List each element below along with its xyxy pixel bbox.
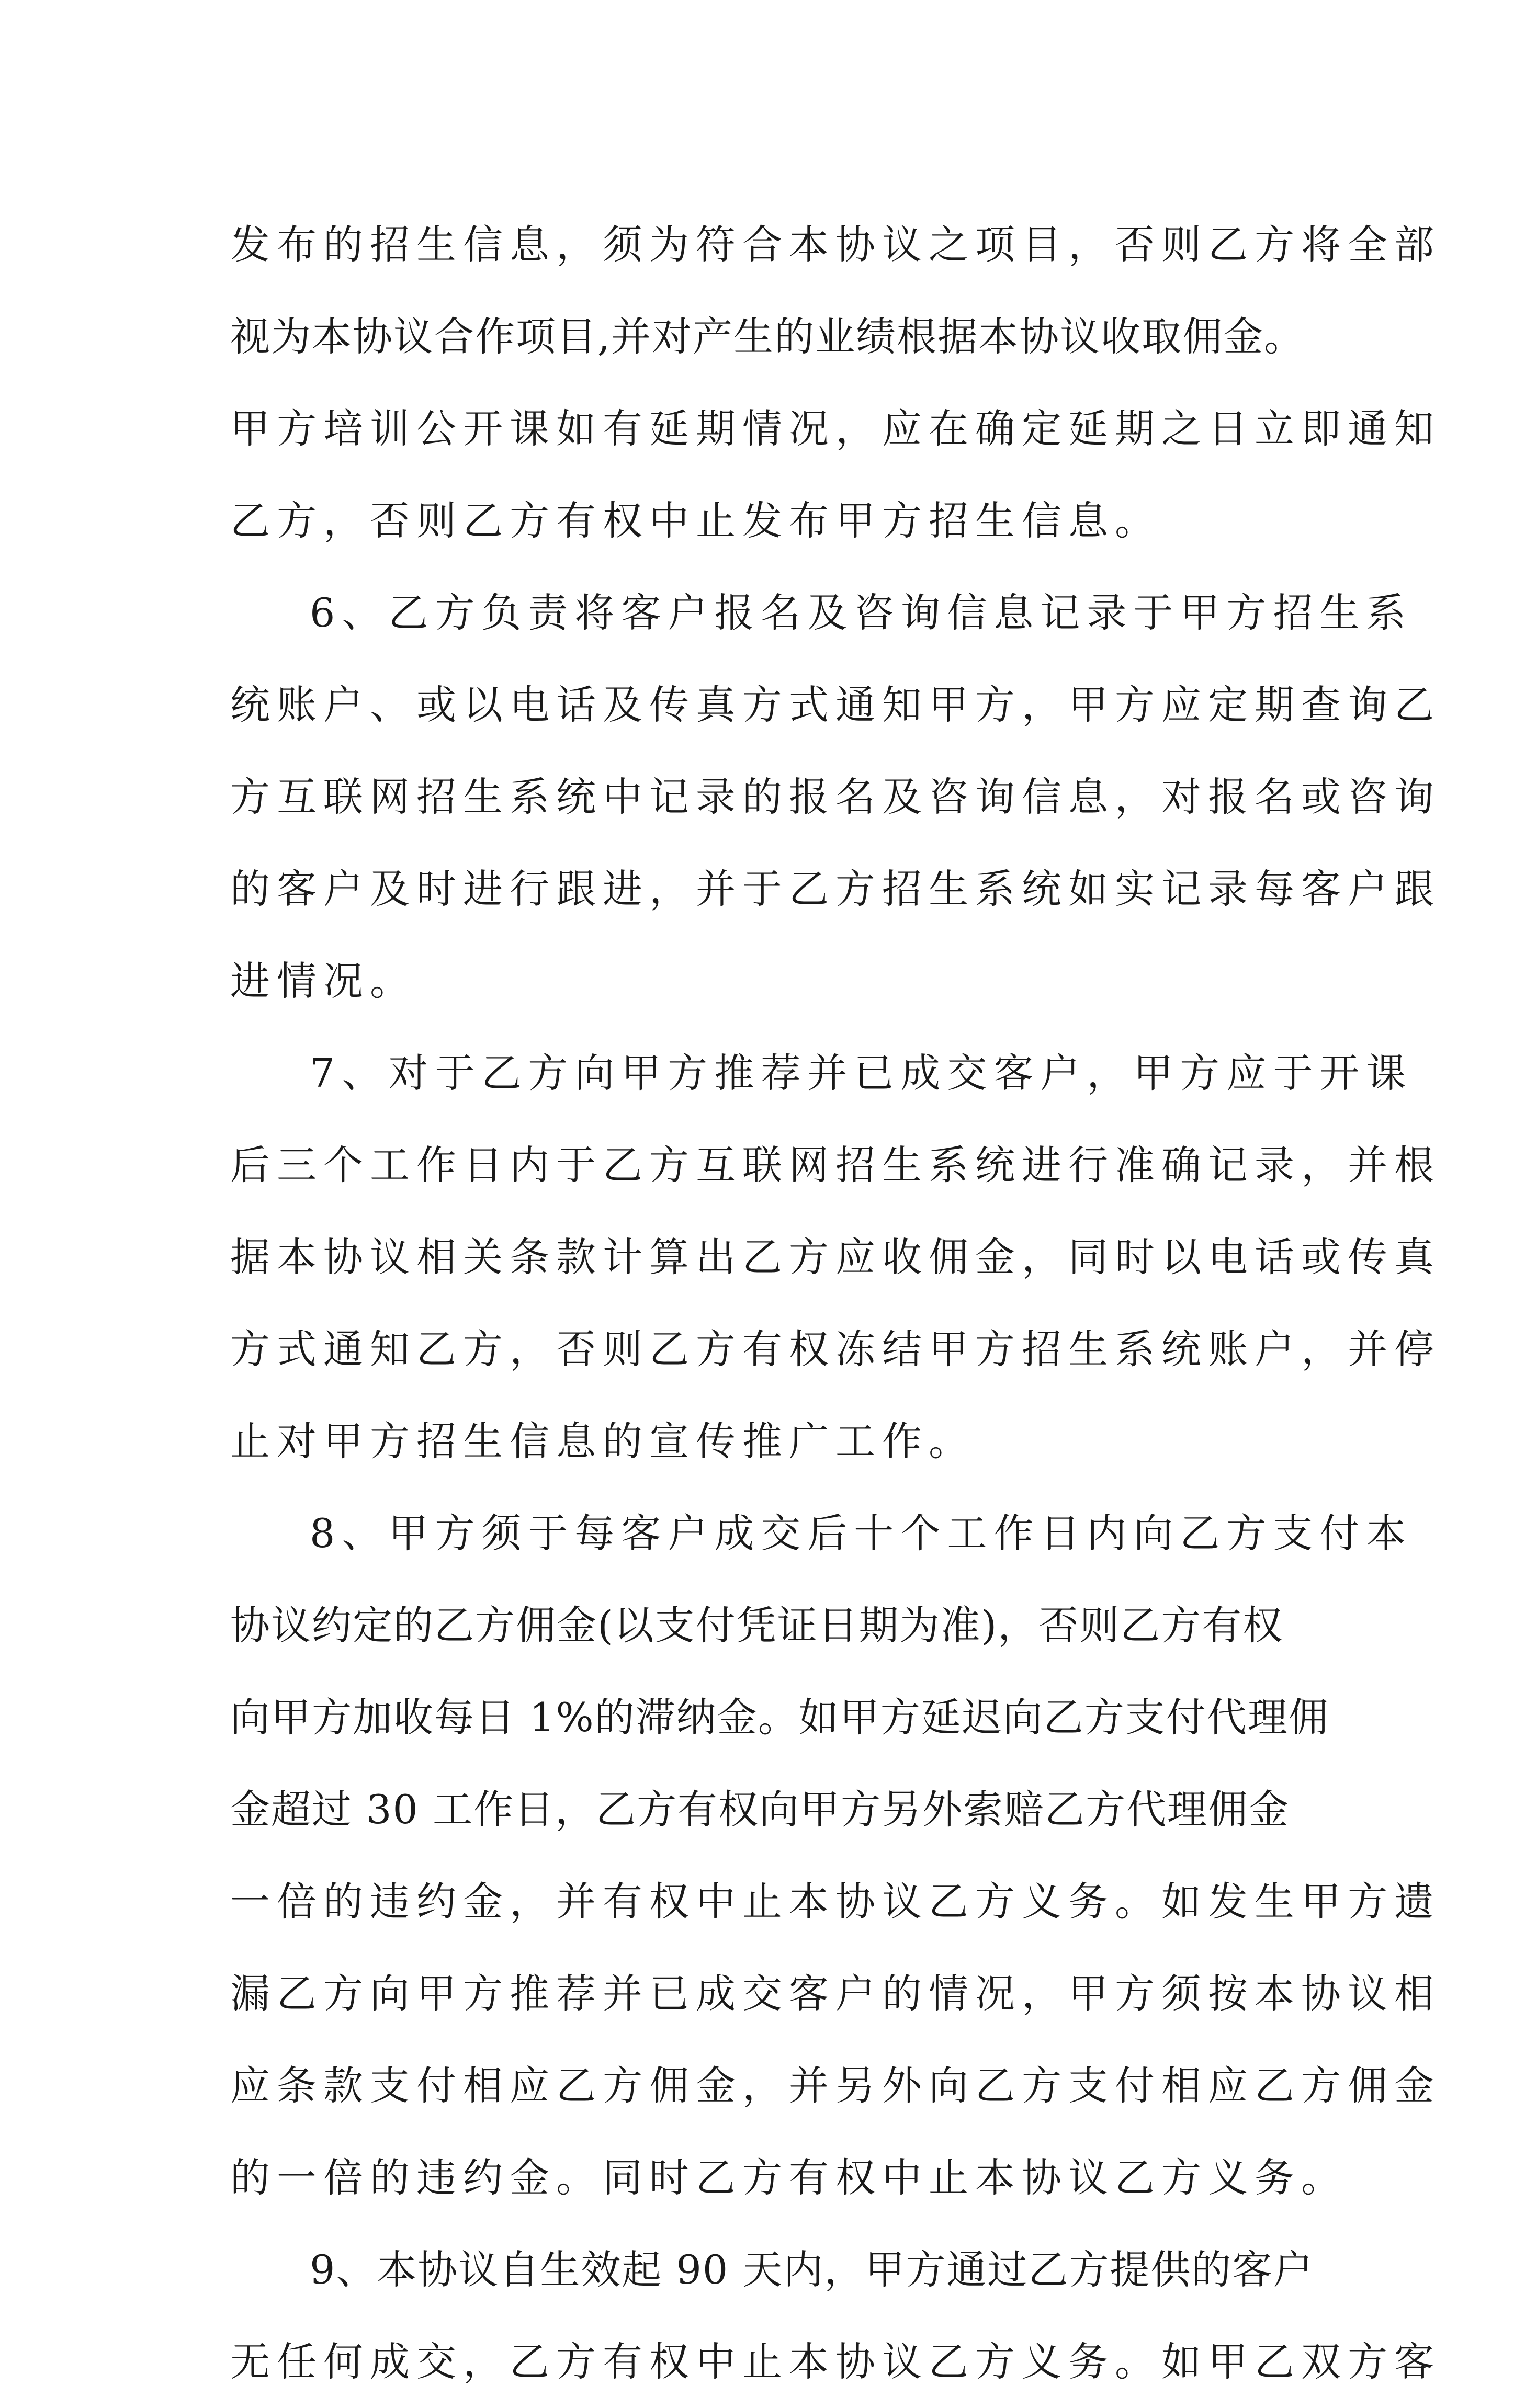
text-line: 无任何成交，乙方有权中止本协议乙方义务。如甲乙双方客 bbox=[230, 2338, 1441, 2385]
text-line: 甲方培训公开课如有延期情况，应在确定延期之日立即通知 bbox=[230, 405, 1441, 452]
text-line: 的客户及时进行跟进，并于乙方招生系统如实记录每客户跟 bbox=[230, 866, 1441, 912]
paragraph-7-start: 7、对于乙方向甲方推荐并已成交客户，甲方应于开课 bbox=[310, 1050, 1413, 1096]
text-line: 视为本协议合作项目,并对产生的业绩根据本协议收取佣金。 bbox=[230, 313, 1305, 360]
text-line: 方式通知乙方，否则乙方有权冻结甲方招生系统账户，并停 bbox=[230, 1326, 1441, 1372]
text-line: 应条款支付相应乙方佣金，并另外向乙方支付相应乙方佣金 bbox=[230, 2062, 1441, 2109]
text-line: 的一倍的违约金。同时乙方有权中止本协议乙方义务。 bbox=[230, 2154, 1348, 2201]
text-line: 漏乙方向甲方推荐并已成交客户的情况，甲方须按本协议相 bbox=[230, 1970, 1441, 2017]
text-line: 协议约定的乙方佣金(以支付凭证日期为准)，否则乙方有权 bbox=[230, 1602, 1284, 1649]
text-line: 金超过 30 工作日，乙方有权向甲方另外索赔乙方代理佣金 bbox=[230, 1786, 1290, 1833]
text-line: 一倍的违约金，并有权中止本协议乙方义务。如发生甲方遗 bbox=[230, 1878, 1441, 1925]
paragraph-9-start: 9、本协议自生效起 90 天内，甲方通过乙方提供的客户 bbox=[310, 2246, 1314, 2293]
text-line: 据本协议相关条款计算出乙方应收佣金，同时以电话或传真 bbox=[230, 1234, 1441, 1280]
paragraph-8-start: 8、甲方须于每客户成交后十个工作日内向乙方支付本 bbox=[310, 1510, 1413, 1557]
text-line: 止对甲方招生信息的宣传推广工作。 bbox=[230, 1418, 975, 1464]
text-line: 乙方，否则乙方有权中止发布甲方招生信息。 bbox=[230, 497, 1161, 544]
text-line: 方互联网招生系统中记录的报名及咨询信息，对报名或咨询 bbox=[230, 774, 1441, 820]
text-line: 后三个工作日内于乙方互联网招生系统进行准确记录，并根 bbox=[230, 1142, 1441, 1188]
text-line: 进情况。 bbox=[230, 958, 416, 1004]
text-line: 发布的招生信息，须为符合本协议之项目，否则乙方将全部 bbox=[230, 221, 1441, 268]
text-line: 向甲方加收每日 1%的滞纳金。如甲方延迟向乙方支付代理佣 bbox=[230, 1694, 1329, 1741]
document-body bbox=[230, 199, 1441, 2408]
paragraph-6-start: 6、乙方负责将客户报名及咨询信息记录于甲方招生系 bbox=[310, 589, 1413, 636]
text-line: 统账户、或以电话及传真方式通知甲方，甲方应定期查询乙 bbox=[230, 681, 1441, 728]
